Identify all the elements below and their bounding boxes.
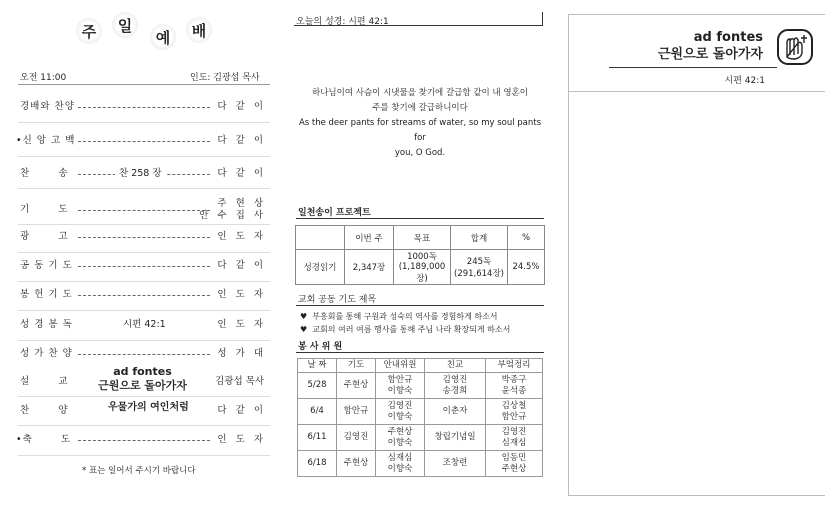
- service-title-underline: [296, 352, 544, 353]
- service-guide: [376, 399, 425, 425]
- order-row-6: [20, 259, 270, 273]
- row-divider: [18, 224, 270, 225]
- service-pray: 김영진: [337, 425, 376, 451]
- service-kitchen: [486, 399, 543, 425]
- guide-1: 심재심: [387, 452, 413, 463]
- project-name: 성경읽기: [296, 250, 345, 285]
- order-label: 공 동 기 도: [20, 260, 73, 271]
- service-pray: 주현상: [337, 451, 376, 477]
- kitchen-2: 윤석종: [501, 385, 527, 396]
- project-table: [295, 225, 545, 285]
- order-label: •신 앙 고 백: [16, 135, 76, 146]
- order-label: 봉 헌 기 도: [20, 289, 73, 300]
- guide-1: 김영진: [387, 400, 413, 411]
- middle-panel: [290, 0, 550, 507]
- praying-hands-svg: [775, 27, 815, 67]
- right-title-line2: 근원으로 돌아가자: [658, 47, 763, 62]
- prayer-sub: 안 수 집 사: [199, 210, 266, 221]
- service-date: 5/28: [298, 373, 337, 399]
- order-who: 다 같 이: [217, 135, 266, 146]
- service-header-kitchen: 부엌정리: [486, 359, 543, 373]
- order-label: 찬 양: [20, 405, 69, 416]
- order-who: 인 도 자: [217, 319, 266, 330]
- leader-dash: [78, 141, 210, 142]
- project-goal-count: 1000독: [407, 252, 437, 262]
- row-divider: [18, 252, 270, 253]
- order-who: 다 같 이: [217, 405, 266, 416]
- service-row: [298, 399, 543, 425]
- service-guide: [376, 373, 425, 399]
- row-divider: [18, 340, 270, 341]
- fellow-2: 송경희: [442, 385, 468, 396]
- order-who: 다 같 이: [217, 101, 266, 112]
- row-divider: [18, 425, 270, 426]
- order-who: 다 같 이: [217, 168, 266, 179]
- project-header-goal: 목표: [394, 226, 451, 250]
- service-table: [297, 358, 543, 477]
- verse-ko-line1: 하나님이여 사슴이 시냇물을 찾기에 갈급함 같이 내 영혼이: [312, 88, 528, 98]
- right-divider: [569, 91, 825, 92]
- hymn-title: 우물가의 여인처럼: [108, 402, 189, 413]
- order-label: 기 도: [20, 204, 69, 215]
- row-divider: [18, 310, 270, 311]
- service-fellowship: 창립기념일: [425, 425, 486, 451]
- prayer-title: 교회 공동 기도 제목: [298, 295, 377, 305]
- service-kitchen: [486, 425, 543, 451]
- leader-dash: [78, 295, 210, 296]
- service-time: 오전 11:00: [20, 73, 67, 83]
- prayer-list: [300, 310, 510, 336]
- guide-1: 주현상: [387, 426, 413, 437]
- row-divider: [18, 156, 270, 157]
- prayer-text: 교회의 여러 여름 행사를 통해 주님 나라 확장되게 하소서: [312, 325, 511, 334]
- guide-2: 이향숙: [387, 385, 413, 396]
- project-sum: [451, 250, 508, 285]
- scripture-ref: 시편 42:1: [123, 319, 166, 330]
- heart-icon: ♥: [300, 325, 308, 334]
- kitchen-1: 임동민: [501, 452, 527, 463]
- project-header-empty: [296, 226, 345, 250]
- sermon-title-line1: ad fontes: [113, 365, 172, 378]
- hymn-number: 찬 258 장: [115, 167, 166, 181]
- verse-ko-line2: 주를 찾기에 갈급하니이다: [372, 103, 468, 113]
- stand-note: * 표는 일어서 주시기 바랍니다: [82, 466, 196, 476]
- row-divider: [18, 455, 270, 456]
- service-row: [298, 373, 543, 399]
- praying-hands-icon: [775, 27, 815, 67]
- order-row-2: [16, 134, 270, 148]
- today-verse-label: 오늘의 성경: 시편 42:1: [296, 17, 389, 27]
- prayer-title-underline: [296, 305, 544, 306]
- right-title-line1: ad fontes: [693, 30, 763, 45]
- guide-1: 함안규: [387, 374, 413, 385]
- guide-2: 이향숙: [387, 437, 413, 448]
- sermon-title-line2: 근원으로 돌아가자: [98, 379, 187, 392]
- leader-dash: [78, 210, 210, 211]
- project-sum-count: 245독: [466, 257, 492, 267]
- project-title-underline: [296, 218, 544, 219]
- service-kitchen: [486, 451, 543, 477]
- order-who: 김광섭 목사: [215, 376, 264, 387]
- kitchen-1: 박종구: [501, 374, 527, 385]
- service-header-pray: 기도: [337, 359, 376, 373]
- presider: 인도: 김광섭 목사: [190, 73, 260, 83]
- leader-dash: [78, 107, 210, 108]
- service-kitchen: [486, 373, 543, 399]
- prayer-item: [300, 323, 510, 336]
- verse-text: [294, 86, 546, 161]
- service-date: 6/4: [298, 399, 337, 425]
- order-who: 인 도 자: [217, 231, 266, 242]
- order-label: 설 교: [20, 376, 69, 387]
- service-fellowship: 조창련: [425, 451, 486, 477]
- project-header-sum: 합계: [451, 226, 508, 250]
- order-row-11: [20, 404, 270, 418]
- sermon-title: [80, 365, 205, 393]
- row-divider: [18, 396, 270, 397]
- right-scripture-ref: 시편 42:1: [724, 76, 765, 86]
- row-divider: [18, 188, 270, 189]
- guide-2: 이향숙: [387, 463, 413, 474]
- project-title: 일천송이 프로젝트: [298, 208, 371, 218]
- order-who: 주 현 상: [217, 198, 266, 209]
- order-label: 광 고: [20, 231, 69, 242]
- service-date: 6/18: [298, 451, 337, 477]
- verse-en-line1: As the deer pants for streams of water, so my soul pants for: [298, 118, 542, 143]
- project-header-week: 이번 주: [345, 226, 394, 250]
- kitchen-2: 심재심: [501, 437, 527, 448]
- service-guide: [376, 451, 425, 477]
- order-who: 인 도 자: [217, 289, 266, 300]
- order-who: 인 도 자: [217, 434, 266, 445]
- project-header-pct: %: [508, 226, 545, 250]
- kitchen-2: 함안규: [501, 411, 527, 422]
- order-row-4: [20, 197, 270, 223]
- prayer-item: [300, 310, 510, 323]
- verse-label-underline: [294, 25, 543, 26]
- project-goal: [394, 250, 451, 285]
- service-fellowship: 이춘자: [425, 399, 486, 425]
- service-guide: [376, 425, 425, 451]
- leader-dash: [78, 354, 210, 355]
- service-pray: 주현상: [337, 373, 376, 399]
- project-goal-pages: (1,189,000장): [398, 262, 446, 284]
- title-char-4: 배: [186, 17, 212, 43]
- order-row-5: [20, 230, 270, 244]
- prayer-text: 부흥회를 통해 구원과 성숙의 역사를 경험하게 하소서: [312, 312, 498, 321]
- order-label: 찬 송: [20, 168, 69, 179]
- row-divider: [18, 281, 270, 282]
- order-row-9: [20, 347, 270, 361]
- service-header-date: 날 짜: [298, 359, 337, 373]
- verse-en-line2: you, O God.: [394, 148, 446, 158]
- project-row: [296, 250, 545, 285]
- service-row: [298, 451, 543, 477]
- header-divider: [18, 84, 270, 85]
- order-row-8: [20, 318, 270, 332]
- order-row-12: [16, 433, 270, 447]
- kitchen-1: 김영진: [501, 426, 527, 437]
- order-who: 다 같 이: [217, 260, 266, 271]
- service-committee-title: 봉 사 위 원: [298, 342, 343, 352]
- guide-2: 이향숙: [387, 411, 413, 422]
- kitchen-1: 김상철: [501, 400, 527, 411]
- order-row-7: [20, 288, 270, 302]
- right-title: [658, 29, 763, 63]
- heart-icon: ♥: [300, 312, 308, 321]
- title-char-3: 예: [150, 24, 176, 50]
- leader-dash: [78, 440, 210, 441]
- service-fellowship: [425, 373, 486, 399]
- service-date: 6/11: [298, 425, 337, 451]
- order-label: 성 가 찬 양: [20, 348, 73, 359]
- title-char-1: 주: [76, 18, 102, 44]
- leader-dash: [78, 266, 210, 267]
- service-pray: 함안규: [337, 399, 376, 425]
- order-row-3: [20, 167, 270, 181]
- service-row: [298, 425, 543, 451]
- project-week: 2,347장: [345, 250, 394, 285]
- order-who: 성 가 대: [217, 348, 266, 359]
- right-panel: [568, 14, 825, 496]
- title-char-2: 일: [112, 12, 138, 38]
- leader-dash: [78, 237, 210, 238]
- kitchen-2: 주현상: [501, 463, 527, 474]
- service-header-guide: 안내위원: [376, 359, 425, 373]
- order-of-worship-panel: [0, 0, 280, 507]
- order-label: 경배와 찬양: [20, 101, 75, 112]
- order-label: •축 도: [16, 434, 72, 445]
- project-pct: 24.5%: [508, 250, 545, 285]
- right-title-underline: [609, 67, 777, 68]
- order-row-1: [20, 100, 270, 114]
- fellow-1: 김영진: [442, 374, 468, 385]
- order-label: 성 경 봉 독: [20, 319, 73, 330]
- verse-label-tick: [542, 12, 543, 25]
- service-header-fellowship: 친교: [425, 359, 486, 373]
- row-divider: [18, 122, 270, 123]
- project-sum-pages: (291,614장): [454, 269, 504, 279]
